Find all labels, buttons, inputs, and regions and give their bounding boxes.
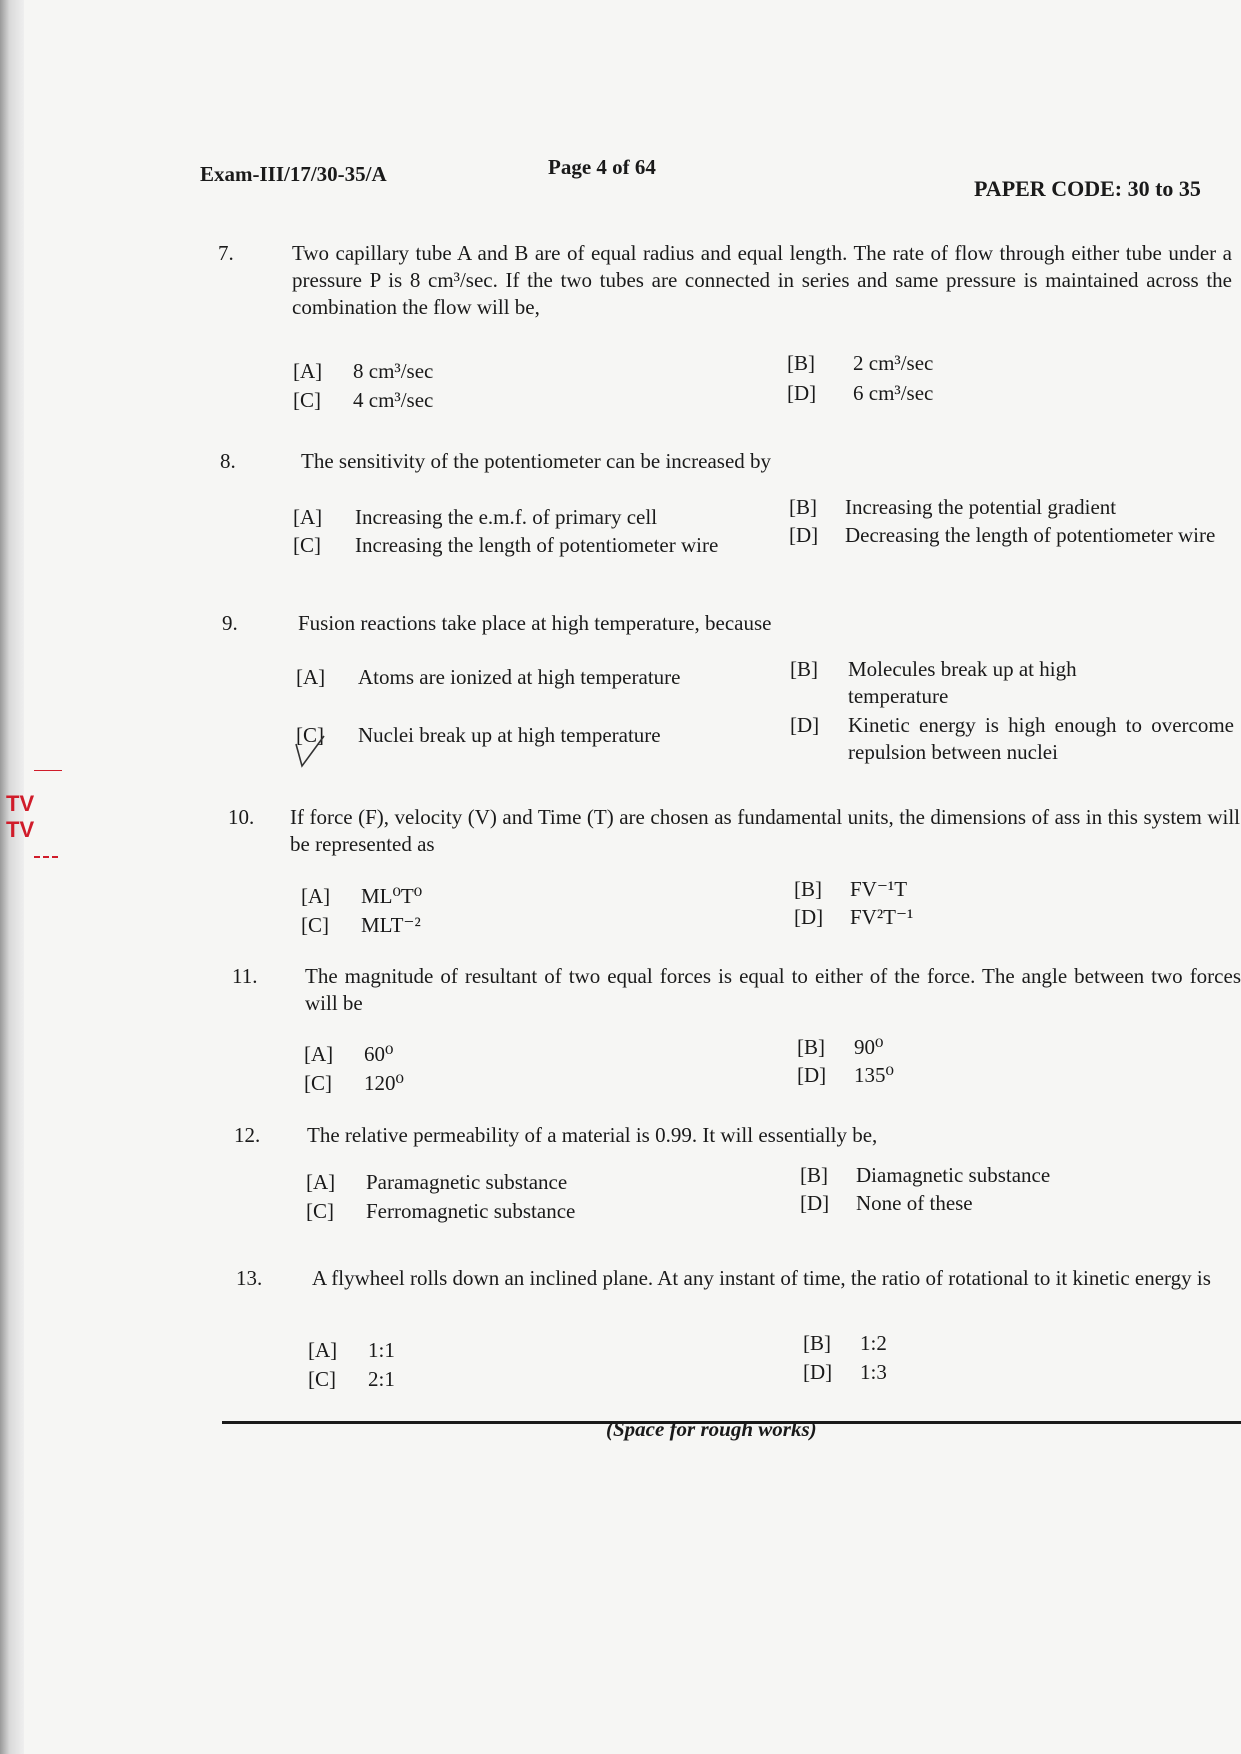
- option-text: Molecules break up at high temperature: [848, 657, 1077, 708]
- question-number: 10.: [228, 805, 255, 829]
- option-text: 1:3: [860, 1360, 887, 1384]
- option-text: 6 cm³/sec: [853, 381, 934, 405]
- rough-work-label: (Space for rough works): [606, 1417, 817, 1441]
- question-number: 9.: [222, 611, 238, 635]
- question-text: Fusion reactions take place at high temperature, because: [298, 611, 772, 635]
- option-text: 2:1: [368, 1367, 395, 1391]
- option-text: Paramagnetic substance: [366, 1170, 568, 1194]
- option-text: FV²T⁻¹: [850, 905, 914, 929]
- binder-label-2: TV: [6, 817, 35, 842]
- scan-left-edge: [0, 0, 24, 1754]
- option-text: 4 cm³/sec: [353, 388, 434, 412]
- question-number: 7.: [218, 241, 234, 265]
- option-text: 60⁰: [364, 1042, 394, 1066]
- option-text: ML⁰T⁰: [361, 884, 423, 908]
- option-text: Atoms are ionized at high temperature: [358, 665, 681, 689]
- question-text: A flywheel rolls down an inclined plane. At any instant of time, the ratio of rotational to it kinetic energy is: [312, 1266, 1211, 1290]
- option-text: Ferromagnetic substance: [366, 1199, 576, 1223]
- paper-code: PAPER CODE: 30 to 35: [974, 176, 1201, 201]
- binder-label-1: TV: [6, 791, 35, 816]
- question-number: 13.: [236, 1266, 263, 1290]
- binder-sticker: [0, 770, 60, 870]
- exam-code: Exam-III/17/30-35/A: [200, 162, 387, 186]
- option-text: Kinetic energy is high enough to overcome repulsion between nuclei: [848, 713, 1234, 764]
- option-text: Increasing the potential gradient: [845, 495, 1117, 519]
- page-number: Page 4 of 64: [548, 155, 656, 179]
- option-text: 90⁰: [854, 1035, 884, 1059]
- option-text: 8 cm³/sec: [353, 359, 434, 383]
- question-number: 11.: [232, 964, 258, 988]
- question-text: If force (F), velocity (V) and Time (T) are chosen as fundamental units, the dimensions of ass in this system will be represented as: [290, 805, 1240, 856]
- option-text: 120⁰: [364, 1071, 404, 1095]
- option-text: 1:2: [860, 1331, 887, 1355]
- question-number: 12.: [234, 1123, 261, 1147]
- checkmark-icon: [290, 730, 330, 770]
- option-text: MLT⁻²: [361, 913, 421, 937]
- question-text: Two capillary tube A and B are of equal radius and equal length. The rate of flow through either tube under a pressure P is 8 cm³/sec. If the two tubes are connected in series and same pressure is maintained across the combination the flow will be,: [292, 241, 1232, 319]
- option-text: Diamagnetic substance: [856, 1163, 1051, 1187]
- option-text: 135⁰: [854, 1063, 894, 1087]
- option-text: FV⁻¹T: [850, 877, 908, 901]
- question-text: The relative permeability of a material is 0.99. It will essentially be,: [307, 1123, 878, 1147]
- option-text: None of these: [856, 1191, 973, 1215]
- option-text: 2 cm³/sec: [853, 351, 934, 375]
- question-number: 8.: [220, 449, 236, 473]
- question-text: The sensitivity of the potentiometer can be increased by: [301, 449, 772, 473]
- option-text: Increasing the e.m.f. of primary cell: [355, 505, 658, 529]
- option-text: Decreasing the length of potentiometer wire: [845, 523, 1216, 547]
- option-text: Increasing the length of potentiometer wire: [355, 533, 719, 557]
- option-text: Nuclei break up at high temperature: [358, 723, 661, 747]
- question-text: The magnitude of resultant of two equal forces is equal to either of the force. The angle between two forces will be: [305, 964, 1241, 1015]
- option-text: 1:1: [368, 1338, 395, 1362]
